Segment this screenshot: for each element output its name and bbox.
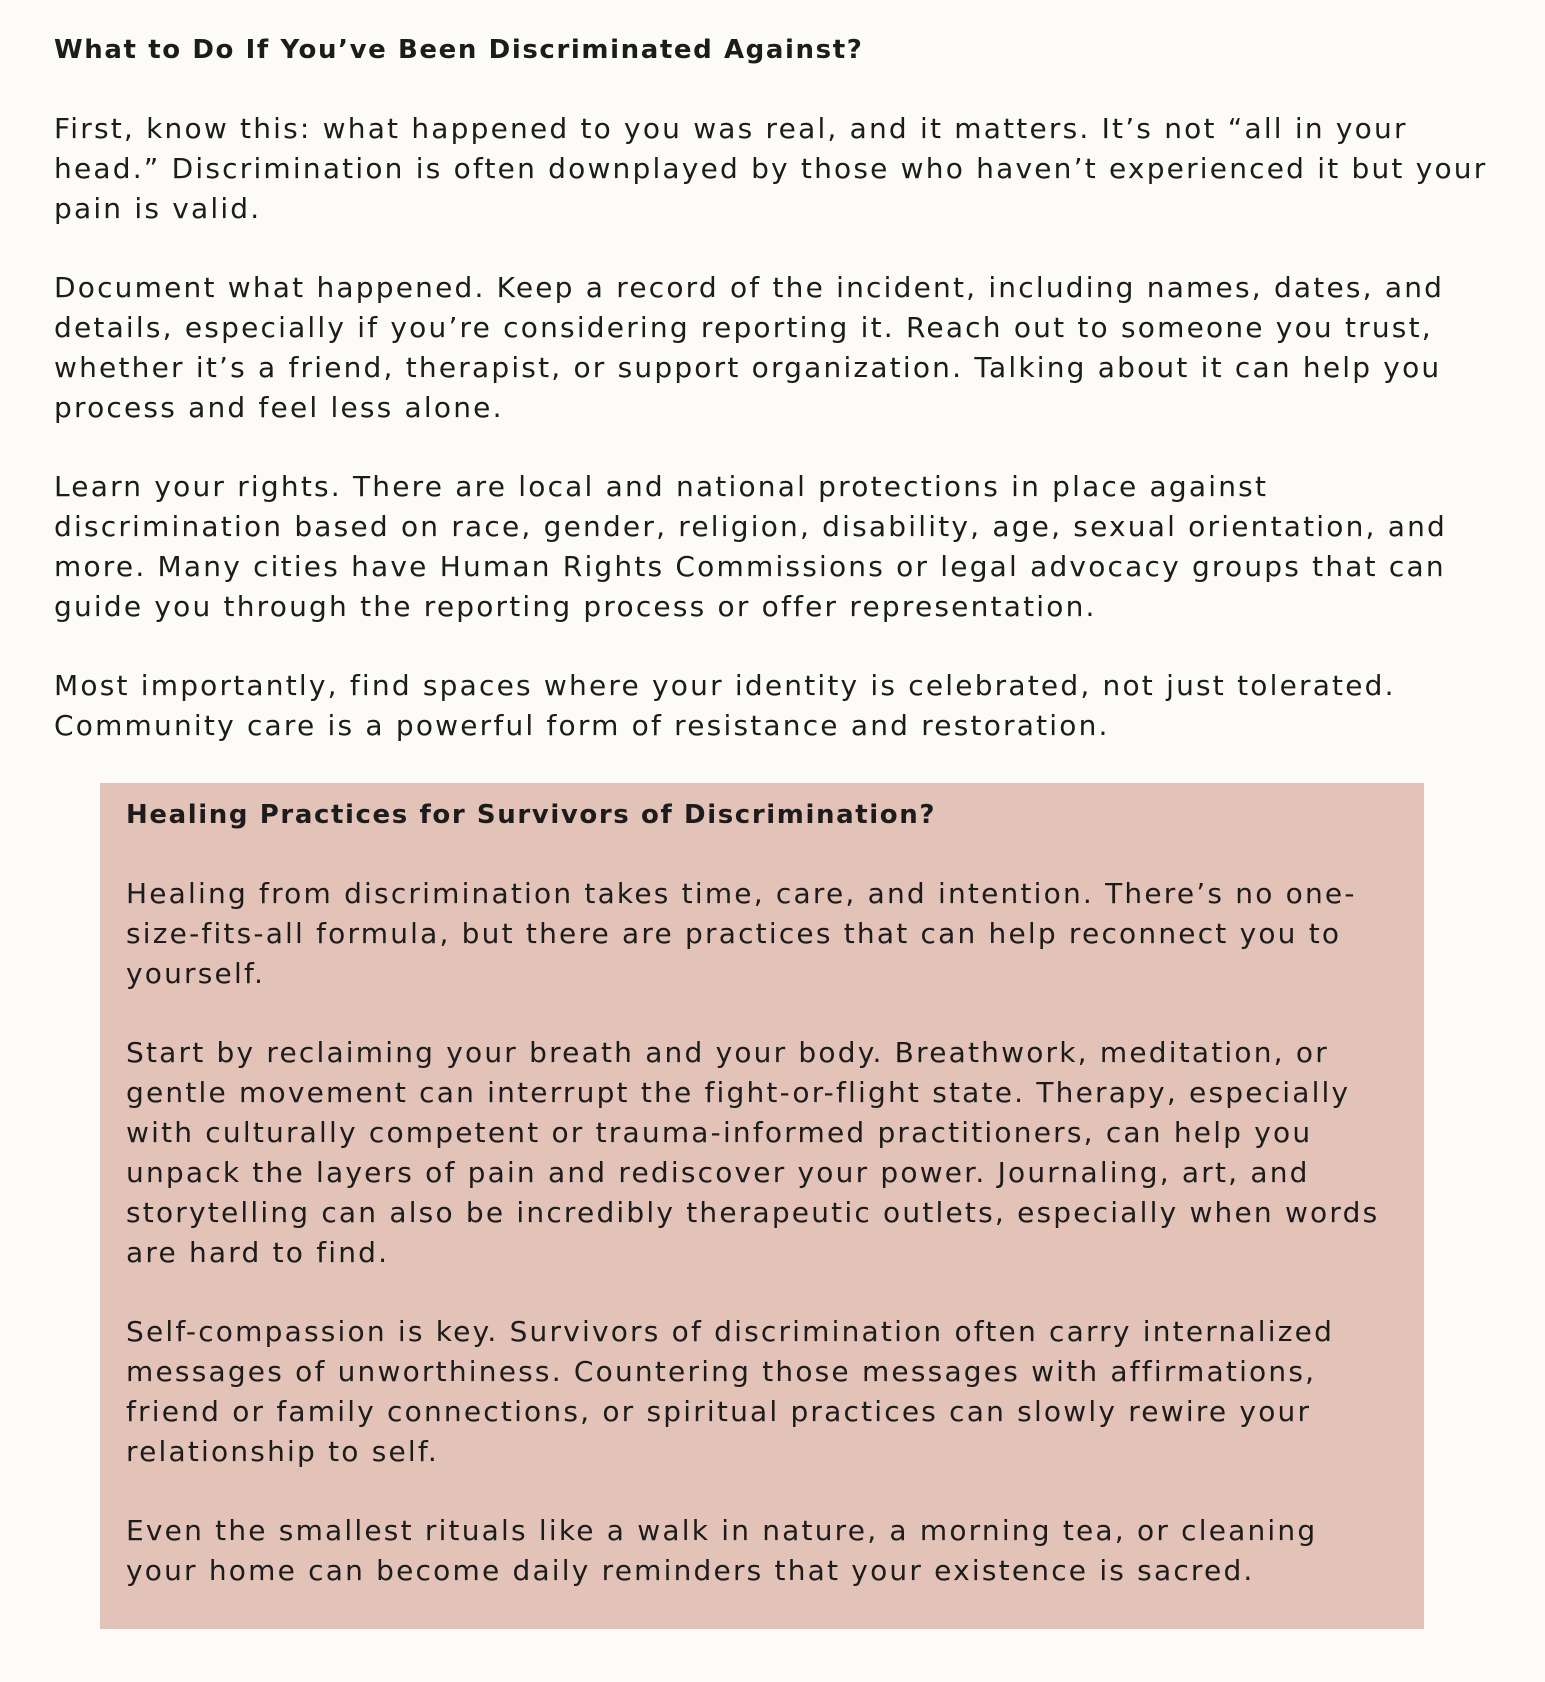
- callout-paragraph: Even the smallest rituals like a walk in nature, a morning tea, or cleaning your home can become daily reminders that your existence is sacred.: [126, 1514, 1318, 1587]
- callout-paragraph: Healing from discrimination takes time, care, and intention. There’s no one-size-fits-all formula, but there are practices that can help reconnect you to yourself.: [126, 877, 1357, 990]
- section-title: What to Do If You’ve Been Discriminated Against?: [54, 35, 864, 65]
- paragraph: Learn your rights. There are local and national protections in place against discrimination based on race, gender, religion, disability, age, sexual orientation, and more. Many cities have Human Rights Commissions or legal advocacy groups that can guide you through the reporting process or offer representation.: [54, 470, 1448, 623]
- main-section: [54, 30, 1494, 746]
- callout-paragraph: Self-compassion is key. Survivors of discrimination often carry internalized messages of unworthiness. Countering those messages with affirmations, friend or family connections, or spiritual practices can slowly rewire your relationship to self.: [126, 1315, 1335, 1468]
- paragraph: First, know this: what happened to you was real, and it matters. It’s not “all in your head.” Discrimination is often downplayed by those who haven’t experienced it but your pain is valid.: [54, 112, 1488, 225]
- paragraph: Most importantly, find spaces where your identity is celebrated, not just tolerated. Community care is a powerful form of resistance and restoration.: [54, 669, 1396, 742]
- paragraph: Document what happened. Keep a record of the incident, including names, dates, and details, especially if you’re considering reporting it. Reach out to someone you trust, whether it’s a friend, therapist, or support organization. Talking about it can help you process and feel less alone.: [54, 271, 1445, 424]
- callout-title: Healing Practices for Survivors of Discrimination?: [126, 800, 937, 830]
- healing-callout-box: [100, 783, 1424, 1629]
- callout-paragraph: Start by reclaiming your breath and your body. Breathwork, meditation, or gentle movement can interrupt the fight-or-flight state. Therapy, especially with culturally competent or trauma-informed practitioners, can help you unpack the layers of pain and rediscover your power. Journaling, art, and storytelling can also be incredibly therapeutic outlets, especially when words are hard to find.: [126, 1036, 1380, 1269]
